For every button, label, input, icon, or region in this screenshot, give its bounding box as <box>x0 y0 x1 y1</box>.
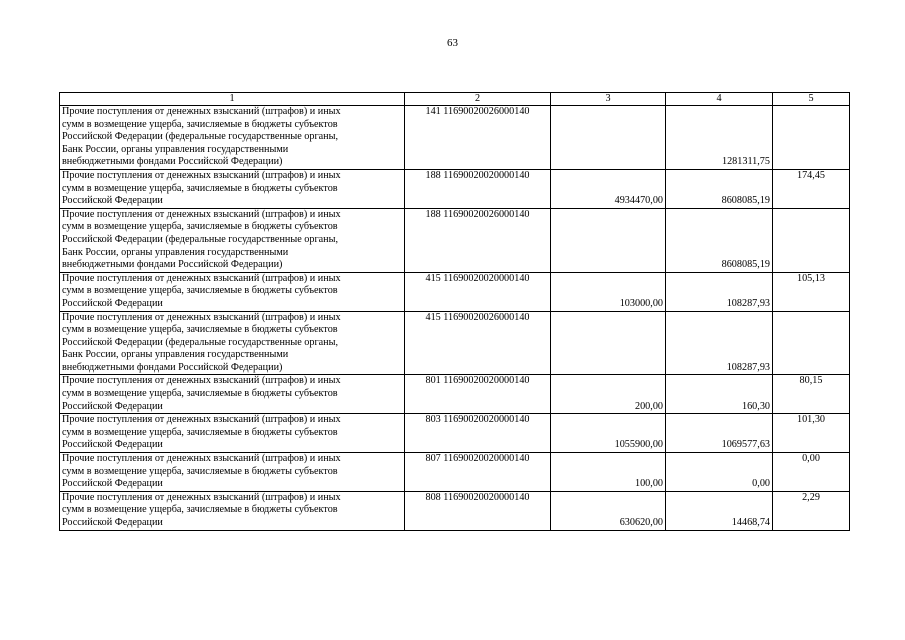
table-row <box>60 106 850 170</box>
column-header: 1 <box>60 93 405 106</box>
row-name-cell: Прочие поступления от денежных взысканий (штрафов) и иных сумм в возмещение ущерба, зачисляемые в бюджеты субъектов Российской Федерации <box>60 414 405 453</box>
row-actual-cell: 108287,93 <box>666 272 773 311</box>
table-row <box>60 169 850 208</box>
row-name-cell: Прочие поступления от денежных взысканий (штрафов) и иных сумм в возмещение ущерба, зачисляемые в бюджеты субъектов Российской Федерации <box>60 375 405 414</box>
row-code-cell: 415 11690020026000140 <box>405 311 551 375</box>
row-name-cell: Прочие поступления от денежных взысканий (штрафов) и иных сумм в возмещение ущерба, зачисляемые в бюджеты субъектов Российской Федерации (федеральные государственные органы, Банк России, органы управления государственными внебюджетными фондами Российской Федерации) <box>60 311 405 375</box>
row-plan-cell <box>551 311 666 375</box>
row-percent-cell <box>773 311 850 375</box>
row-name-cell: Прочие поступления от денежных взысканий (штрафов) и иных сумм в возмещение ущерба, зачисляемые в бюджеты субъектов Российской Федерации (федеральные государственные органы, Банк России, органы управления государственными внебюджетными фондами Российской Федерации) <box>60 208 405 272</box>
row-name-cell: Прочие поступления от денежных взысканий (штрафов) и иных сумм в возмещение ущерба, зачисляемые в бюджеты субъектов Российской Федерации <box>60 272 405 311</box>
row-percent-cell: 101,30 <box>773 414 850 453</box>
row-code-cell: 807 11690020020000140 <box>405 453 551 492</box>
row-name-cell: Прочие поступления от денежных взысканий (штрафов) и иных сумм в возмещение ущерба, зачисляемые в бюджеты субъектов Российской Федерации <box>60 169 405 208</box>
row-plan-cell: 4934470,00 <box>551 169 666 208</box>
row-name-cell: Прочие поступления от денежных взысканий (штрафов) и иных сумм в возмещение ущерба, зачисляемые в бюджеты субъектов Российской Федерации <box>60 491 405 530</box>
table-row <box>60 414 850 453</box>
row-percent-cell: 174,45 <box>773 169 850 208</box>
row-code-cell: 803 11690020020000140 <box>405 414 551 453</box>
row-actual-cell: 8608085,19 <box>666 169 773 208</box>
row-plan-cell: 100,00 <box>551 453 666 492</box>
page-number: 63 <box>447 37 458 49</box>
row-name-cell: Прочие поступления от денежных взысканий (штрафов) и иных сумм в возмещение ущерба, зачисляемые в бюджеты субъектов Российской Федерации <box>60 453 405 492</box>
table-row <box>60 208 850 272</box>
row-actual-cell: 1069577,63 <box>666 414 773 453</box>
row-plan-cell: 630620,00 <box>551 491 666 530</box>
row-name-cell: Прочие поступления от денежных взысканий (штрафов) и иных сумм в возмещение ущерба, зачисляемые в бюджеты субъектов Российской Федерации (федеральные государственные органы, Банк России, органы управления государственными внебюджетными фондами Российской Федерации) <box>60 106 405 170</box>
row-code-cell: 188 11690020020000140 <box>405 169 551 208</box>
row-actual-cell: 0,00 <box>666 453 773 492</box>
table-row <box>60 272 850 311</box>
row-plan-cell: 103000,00 <box>551 272 666 311</box>
column-header: 5 <box>773 93 850 106</box>
row-actual-cell: 160,30 <box>666 375 773 414</box>
row-code-cell: 801 11690020020000140 <box>405 375 551 414</box>
row-code-cell: 808 11690020020000140 <box>405 491 551 530</box>
row-percent-cell: 0,00 <box>773 453 850 492</box>
row-percent-cell: 80,15 <box>773 375 850 414</box>
row-percent-cell <box>773 106 850 170</box>
row-code-cell: 141 11690020026000140 <box>405 106 551 170</box>
row-plan-cell <box>551 208 666 272</box>
table-row <box>60 453 850 492</box>
row-plan-cell <box>551 106 666 170</box>
revenue-table <box>59 92 850 531</box>
row-actual-cell: 1281311,75 <box>666 106 773 170</box>
row-plan-cell: 200,00 <box>551 375 666 414</box>
row-actual-cell: 14468,74 <box>666 491 773 530</box>
column-header: 4 <box>666 93 773 106</box>
table-row <box>60 311 850 375</box>
row-percent-cell: 2,29 <box>773 491 850 530</box>
row-actual-cell: 8608085,19 <box>666 208 773 272</box>
row-percent-cell: 105,13 <box>773 272 850 311</box>
column-header: 3 <box>551 93 666 106</box>
table-header-row <box>60 93 850 106</box>
row-code-cell: 415 11690020020000140 <box>405 272 551 311</box>
table-row <box>60 491 850 530</box>
table-row <box>60 375 850 414</box>
row-plan-cell: 1055900,00 <box>551 414 666 453</box>
column-header: 2 <box>405 93 551 106</box>
row-percent-cell <box>773 208 850 272</box>
row-actual-cell: 108287,93 <box>666 311 773 375</box>
row-code-cell: 188 11690020026000140 <box>405 208 551 272</box>
